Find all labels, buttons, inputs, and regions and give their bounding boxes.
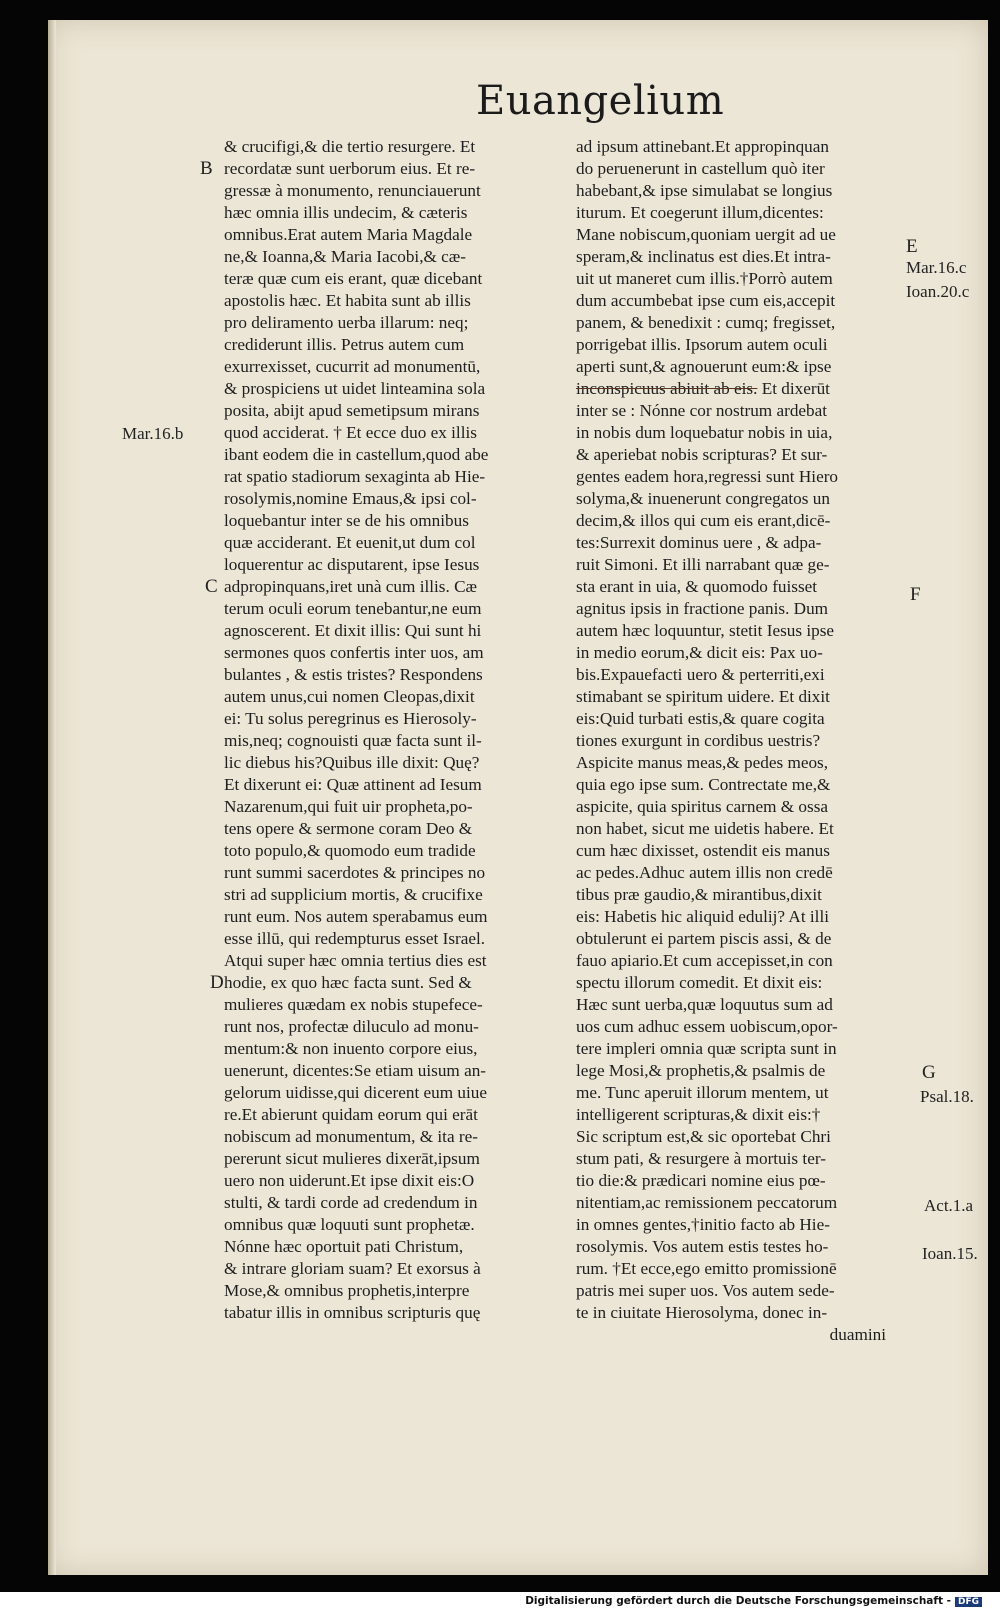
text-line: sermones quos confertis inter uos, am [224, 643, 484, 662]
text-line: ibant eodem die in castellum,quod abe [224, 445, 489, 464]
text-line: Atqui super hæc omnia tertius dies est [224, 951, 487, 970]
text-line: intelligerent scripturas,& dixit eis:† [576, 1105, 821, 1124]
text-line: & aperiebat nobis scripturas? Et sur- [576, 445, 828, 464]
text-line: fauo apiario.Et cum accepisset,in con [576, 951, 833, 970]
section-marker-e: E [906, 236, 918, 257]
text-line: tens opere & sermone coram Deo & [224, 819, 473, 838]
text-line: loquebantur inter se de his omnibus [224, 511, 469, 530]
text-line: Mose,& omnibus prophetis,interpre [224, 1281, 470, 1300]
text-line: terum oculi eorum tenebantur,ne eum [224, 599, 482, 618]
text-line: gressæ à monumento, renunciauerunt [224, 181, 481, 200]
text-line: Sic scriptum est,& sic oportebat Chri [576, 1127, 831, 1146]
text-line: runt eum. Nos autem sperabamus eum [224, 907, 488, 926]
text-line: & crucifigi,& die tertio resurgere. Et [224, 137, 476, 156]
text-line: rat spatio stadiorum sexaginta ab Hie- [224, 467, 486, 486]
text-line: mis,neq; cognouisti quæ facta sunt il- [224, 731, 482, 750]
text-line: rosolymis. Vos autem estis testes ho- [576, 1237, 829, 1256]
text-line: sta erant in uia, & quomodo fuisset [576, 577, 818, 596]
right-text-column [576, 136, 914, 1346]
text-line: stri ad supplicium mortis, & crucifixe [224, 885, 483, 904]
text-line: inconspicuus abiuit ab eis. Et dixerūt [576, 379, 830, 398]
text-line: agnoscerent. Et dixit illis: Qui sunt hi [224, 621, 482, 640]
section-marker-b: B [200, 158, 213, 179]
footer-text: Digitalisierung gefördert durch die Deutsche Forschungsgemeinschaft - [525, 1595, 951, 1607]
text-line: spectu illorum comedit. Et dixit eis: [576, 973, 823, 992]
text-line: patris mei super uos. Vos autem sede- [576, 1281, 835, 1300]
text-line: gentes eadem hora,regressi sunt Hiero [576, 467, 839, 486]
text-line: mentum:& non inuento corpore eius, [224, 1039, 478, 1058]
text-line: uos cum adhuc essem uobiscum,opor- [576, 1017, 838, 1036]
text-line: stum pati, & resurgere à mortuis ter- [576, 1149, 826, 1168]
text-line: ad ipsum attinebant.Et appropinquan [576, 137, 829, 156]
section-marker-g: G [922, 1062, 936, 1083]
text-line: in omnes gentes,†initio facto ab Hie- [576, 1215, 830, 1234]
text-line: tabatur illis in omnibus scripturis quę [224, 1303, 481, 1322]
text-line: teræ quæ cum eis erant, quæ dicebant [224, 269, 483, 288]
text-line: Nónne hæc oportuit pati Christum, [224, 1237, 464, 1256]
text-line: uenerunt, dicentes:Se etiam uisum an- [224, 1061, 487, 1080]
section-marker-d: D [210, 972, 224, 993]
text-line: omnibus quæ loquuti sunt prophetæ. [224, 1215, 475, 1234]
text-line: re.Et abierunt quidam eorum qui erāt [224, 1105, 478, 1124]
text-line: crediderunt illis. Petrus autem cum [224, 335, 465, 354]
left-text-column [224, 136, 566, 1324]
struck-text: inconspicuus abiuit ab eis. [576, 379, 758, 398]
text-line: quod acciderat. † Et ecce duo ex illis [224, 423, 477, 442]
text-line: tio die:& prædicari nomine eius pœ- [576, 1171, 826, 1190]
text-line: apostolis hæc. Et habita sunt ab illis [224, 291, 471, 310]
text-line: & prospiciens ut uidet linteamina sola [224, 379, 486, 398]
margin-note-psal18: Psal.18. [920, 1087, 974, 1106]
section-marker-c: C [205, 576, 218, 597]
text-line: gelorum uidisse,qui dicerent eum uiue [224, 1083, 487, 1102]
text-line: hæc omnia illis undecim, & cæteris [224, 203, 468, 222]
text-line: ei: Tu solus peregrinus es Hierosoly- [224, 709, 477, 728]
text-line: habebant,& ipse simulabat se longius [576, 181, 833, 200]
text-line: Aspicite manus meas,& pedes meos, [576, 753, 829, 772]
text-line: duamini [829, 1325, 886, 1344]
text-line: inter se : Nónne cor nostrum ardebat [576, 401, 828, 420]
text-line: stimabant se spiritum uidere. Et dixit [576, 687, 830, 706]
text-line: stulti, & tardi corde ad credendum in [224, 1193, 478, 1212]
text-line: eis: Habetis hic aliquid edulij? At illi [576, 907, 829, 926]
text-line: & intrare gloriam suam? Et exorsus à [224, 1259, 481, 1278]
text-line: panem, & benedixit : cumq; fregisset, [576, 313, 836, 332]
margin-note-act1a: Act.1.a [924, 1196, 974, 1215]
text-line: autem unus,cui nomen Cleopas,dixit [224, 687, 475, 706]
text-line: ruit Simoni. Et illi narrabant quæ ge- [576, 555, 830, 574]
text-line: uit ut maneret cum illis.†Porrò autem [576, 269, 833, 288]
text-line: obtulerunt ei partem piscis assi, & de [576, 929, 832, 948]
text-line: loquerentur ac disputarent, ipse Iesus [224, 555, 480, 574]
text-line: tiones exurgunt in cordibus uestris? [576, 731, 821, 750]
section-marker-f: F [910, 584, 921, 605]
text-line: posita, abijt apud semetipsum mirans [224, 401, 480, 420]
text-line: rum. †Et ecce,ego emitto promissionē [576, 1259, 837, 1278]
text-line: recordatæ sunt uerborum eius. Et re- [224, 159, 476, 178]
text-line: tes:Surrexit dominus uere , & adpa- [576, 533, 822, 552]
text-line: ne,& Ioanna,& Maria Iacobi,& cæ- [224, 247, 466, 266]
page-edge [48, 20, 56, 1575]
text-line: runt summi sacerdotes & principes no [224, 863, 486, 882]
text-line: Nazarenum,qui fuit uir propheta,po- [224, 797, 473, 816]
text-line: in nobis dum loquebatur nobis in uia, [576, 423, 833, 442]
text-line: pro deliramento uerba illarum: neq; [224, 313, 469, 332]
text-line: dum accumbebat ipse cum eis,accepit [576, 291, 836, 310]
text-line: Hæc sunt uerba,quæ loquutus sum ad [576, 995, 833, 1014]
text-line: cum hæc dixisset, ostendit eis manus [576, 841, 830, 860]
margin-note-mar16c: Mar.16.c [906, 258, 967, 277]
text-line: solyma,& inuenerunt congregatos un [576, 489, 830, 508]
text-line: in medio eorum,& dicit eis: Pax uo- [576, 643, 823, 662]
text-line: omnibus.Erat autem Maria Magdale [224, 225, 473, 244]
text-line: aspicite, quia spiritus carnem & ossa [576, 797, 829, 816]
text-line: adpropinquans,iret unà cum illis. Cæ [224, 577, 478, 596]
text-line: ac pedes.Adhuc autem illis non credē [576, 863, 833, 882]
text-line: iturum. Et coegerunt illum,dicentes: [576, 203, 824, 222]
text-line: mulieres quædam ex nobis stupefece- [224, 995, 483, 1014]
text-line: nitentiam,ac remissionem peccatorum [576, 1193, 838, 1212]
dfg-logo: DFG [955, 1597, 982, 1607]
text-line: quia ego ipse sum. Contrectate me,& [576, 775, 831, 794]
text-line: quæ acciderant. Et euenit,ut dum col [224, 533, 476, 552]
text-line: lic diebus his?Quibus ille dixit: Quę? [224, 753, 480, 772]
text-line: porrigebat illis. Ipsorum autem oculi [576, 335, 828, 354]
text-line: bulantes , & estis tristes? Respondens [224, 665, 483, 684]
footer-credit [525, 1595, 982, 1607]
text-line: speram,& inclinatus est dies.Et intra- [576, 247, 831, 266]
text-line: hodie, ex quo hæc facta sunt. Sed & [224, 973, 472, 992]
margin-note-ioan20c: Ioan.20.c [906, 282, 970, 301]
text-line: tere impleri omnia quæ scripta sunt in [576, 1039, 837, 1058]
text-line: Et dixerunt ei: Quæ attinent ad Iesum [224, 775, 482, 794]
text-line: aperti sunt,& agnouerunt eum:& ipse [576, 357, 832, 376]
text-line: te in ciuitate Hierosolyma, donec in- [576, 1303, 828, 1322]
text-line: me. Tunc aperuit illorum mentem, ut [576, 1083, 829, 1102]
page-title: Euangelium [476, 78, 725, 124]
text-line: Mane nobiscum,quoniam uergit ad ue [576, 225, 836, 244]
text-line: do peruenerunt in castellum quò iter [576, 159, 825, 178]
text-line: pererunt sicut mulieres dixerāt,ipsum [224, 1149, 480, 1168]
text-line: autem hæc loquuntur, stetit Iesus ipse [576, 621, 835, 640]
text-line: agnitus ipsis in fractione panis. Dum [576, 599, 829, 618]
text-line: bis.Expauefacti uero & perterriti,exi [576, 665, 825, 684]
margin-note-ioan15: Ioan.15. [922, 1244, 978, 1263]
text-line: runt nos, profectæ diluculo ad monu- [224, 1017, 479, 1036]
text-line: rosolymis,nomine Emaus,& ipsi col- [224, 489, 477, 508]
text-line: decim,& illos qui cum eis erant,dicē- [576, 511, 831, 530]
text-line: esse illū, qui redempturus esset Israel. [224, 929, 486, 948]
text-line: tibus præ gaudio,& mirantibus,dixit [576, 885, 822, 904]
text-line: uero non uiderunt.Et ipse dixit eis:O [224, 1171, 475, 1190]
text-line: exurrexisset, cucurrit ad monumentū, [224, 357, 481, 376]
text-line: non habet, sicut me uidetis habere. Et [576, 819, 834, 838]
text-line: nobiscum ad monumentum, & ita re- [224, 1127, 478, 1146]
text-line: toto populo,& quomodo eum tradide [224, 841, 476, 860]
text-line: eis:Quid turbati estis,& quare cogita [576, 709, 825, 728]
margin-note-mar16b: Mar.16.b [122, 424, 184, 443]
text-line: lege Mosi,& prophetis,& psalmis de [576, 1061, 826, 1080]
